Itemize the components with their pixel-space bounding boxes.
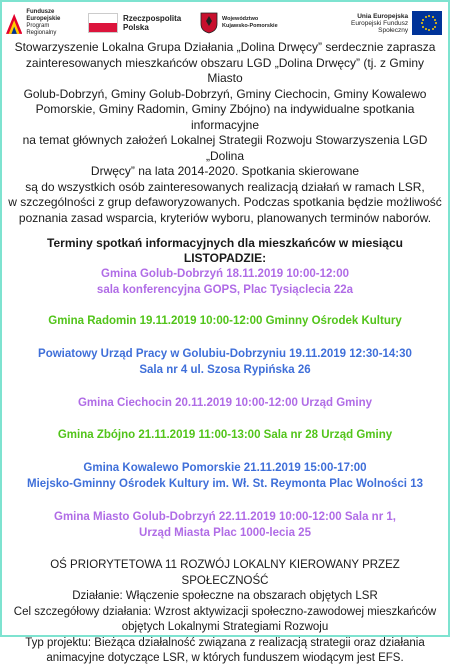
eu-funds-emblem-icon	[6, 11, 22, 35]
intro-paragraph	[8, 40, 442, 226]
eu-star-icon	[428, 15, 430, 17]
footer-block	[8, 558, 442, 667]
meeting-line: Gmina Ciechocin 20.11.2019 10:00-12:00 Urząd Gminy	[77, 397, 373, 409]
eu-funds-line1: Fundusze	[26, 9, 55, 15]
intro-line: Drwęcy” na lata 2014-2020. Spotkania skierowane	[90, 164, 360, 178]
meeting-line: Sala nr 4 ul. Szosa Rypińska 26	[139, 364, 311, 376]
footer-line: Typ projektu: Bieżąca działalność związana z realizacją strategii oraz działania	[25, 636, 425, 649]
eu-star-icon	[434, 26, 436, 28]
meeting-item	[8, 427, 442, 443]
footer-line: SPOŁECZNOŚĆ	[181, 574, 269, 587]
region-crest-icon	[200, 12, 218, 34]
eu-star-icon	[425, 16, 427, 18]
eu-line2: Europejski Fundusz Społeczny	[351, 19, 409, 34]
region-line2: Kujawsko-Pomorskie	[222, 23, 278, 29]
eu-line1: Unia Europejska	[357, 12, 409, 20]
intro-line: na temat głównych założeń Lokalnej Strategii Rozwoju Stowarzyszenia LGD „Dolina	[22, 133, 428, 163]
eu-star-icon	[421, 22, 423, 24]
meeting-line: Gmina Radomin 19.11.2019 10:00-12:00 Gminny Ośrodek Kultury	[48, 315, 402, 327]
eu-logo	[330, 6, 442, 40]
eu-star-icon	[435, 22, 437, 24]
meeting-line: sala konferencyjna GOPS, Plac Tysiąclecia 22a	[96, 284, 354, 296]
meeting-line: Gmina Golub-Dobrzyń 18.11.2019 10:00-12:00	[101, 268, 349, 280]
meeting-line: Gmina Zbójno 21.11.2019 11:00-13:00 Sala nr 28 Urząd Gminy	[57, 429, 393, 441]
logo-bar	[6, 6, 442, 40]
meeting-item	[8, 346, 442, 378]
region-logo	[200, 6, 300, 40]
meeting-line: Urząd Miasta Plac 1000-lecia 25	[139, 527, 311, 539]
poland-logo	[88, 6, 196, 40]
meeting-line: Powiatowy Urząd Pracy w Golubiu-Dobrzyniu 19.11.2019 12:30-14:30	[38, 348, 412, 360]
eu-star-icon	[422, 26, 424, 28]
footer-line: animacyjne dotyczące LSR, w których funduszem wiodącym jest EFS.	[46, 652, 404, 664]
meeting-line: Gmina Miasto Golub-Dobrzyń 22.11.2019 10:00-12:00 Sala nr 1,	[54, 511, 396, 523]
footer-line: Działanie: Włączenie społeczne na obszarach objętych LSR	[72, 590, 378, 602]
meeting-item	[8, 509, 442, 541]
intro-line: Golub-Dobrzyń, Gminy Golub-Dobrzyń, Gminy Ciechocin, Gminy Kowalewo	[23, 86, 427, 101]
eu-funds-logo	[6, 6, 76, 40]
intro-line: są do wszystkich osób zainteresowanych realizacją działań w ramach LSR,	[25, 179, 425, 194]
meeting-item	[8, 313, 442, 329]
schedule-heading: Terminy spotkań informacyjnych dla mieszkańców w miesiącu LISTOPADZIE:	[47, 236, 403, 265]
meeting-item	[8, 460, 442, 492]
meeting-line: Gmina Kowalewo Pomorskie 21.11.2019 15:00-17:00	[83, 462, 367, 474]
eu-star-icon	[422, 19, 424, 21]
eu-funds-line3: Program Regionalny	[26, 23, 57, 36]
intro-line: w szczególności z grup defaworyzowanych. Podczas spotkania będzie możliwość	[8, 195, 442, 209]
eu-funds-line2: Europejskie	[26, 16, 61, 22]
intro-line: zainteresowanych mieszkańców obszaru LGD „Dolina Drwęcy” (tj. z Gminy Miasto	[25, 55, 425, 85]
poland-flag-icon	[88, 13, 118, 33]
intro-line: Pomorskie, Gminy Radomin, Gminy Zbójno) na indywidualne spotkania informacyjne	[35, 102, 415, 132]
eu-star-icon	[434, 19, 436, 21]
intro-line: poznania zasad wsparcia, kryteriów wyboru, planowanych terminów naborów.	[18, 210, 432, 225]
intro-line: Stowarzyszenie Lokalna Grupa Działania „Dolina Drwęcy” serdecznie zaprasza	[14, 40, 436, 54]
meeting-line: Miejsko-Gminny Ośrodek Kultury im. Wł. St. Reymonta Plac Wolności 13	[27, 478, 423, 490]
eu-star-icon	[425, 28, 427, 30]
eu-star-icon	[432, 16, 434, 18]
eu-star-icon	[432, 28, 434, 30]
eu-flag-icon	[412, 11, 442, 35]
poland-line1: Rzeczpospolita	[123, 14, 182, 23]
region-line1: Województwo	[222, 16, 259, 22]
main-content	[8, 40, 442, 667]
poland-line2: Polska	[123, 23, 149, 32]
footer-line: OŚ PRIORYTETOWA 11 ROZWÓJ LOKALNY KIEROWANY PRZEZ	[50, 559, 400, 571]
meeting-item	[8, 266, 442, 298]
footer-line: Cel szczegółowy działania: Wzrost aktywizacji społeczno-zawodowej mieszkańców	[13, 605, 437, 618]
footer-line: objętych Lokalnymi Strategiami Rozwoju	[121, 621, 329, 633]
eu-star-icon	[428, 29, 430, 31]
meeting-item	[8, 395, 442, 411]
